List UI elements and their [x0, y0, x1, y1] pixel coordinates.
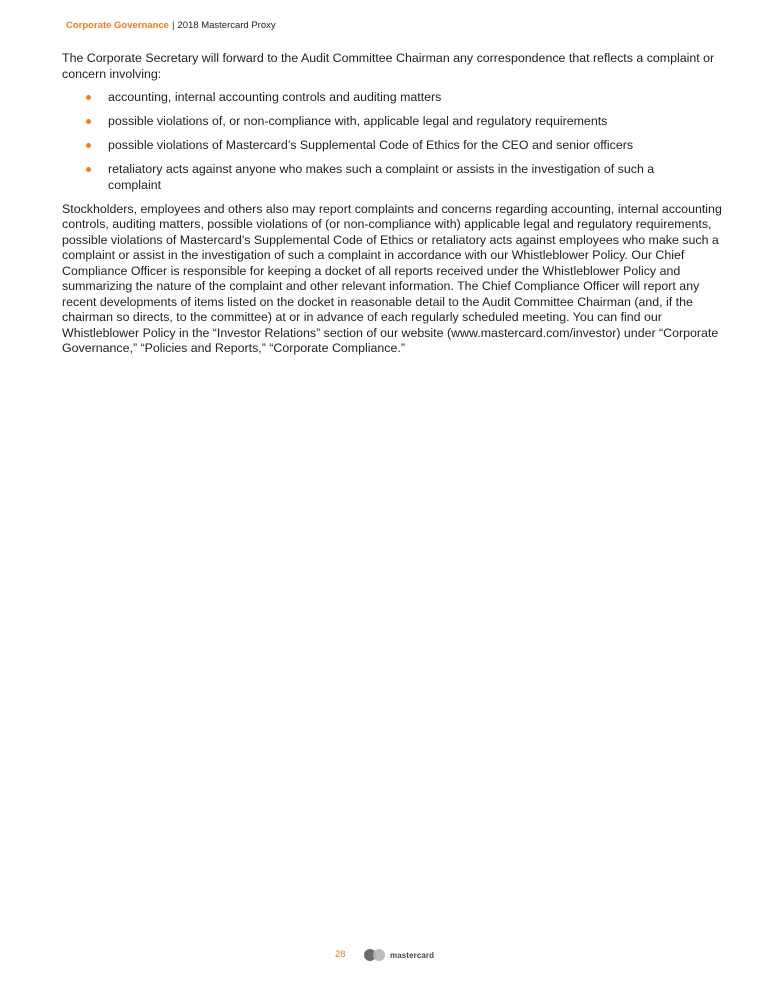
header-document-title: 2018 Mastercard Proxy [177, 20, 276, 31]
main-content [62, 51, 722, 357]
list-item-text: retaliatory acts against anyone who makes such a complaint or assists in the investigation of such a complaint [108, 162, 655, 192]
list-item [62, 138, 722, 154]
header-separator: | [171, 20, 175, 31]
concern-list [62, 90, 722, 193]
list-item-text: possible violations of, or non-compliance with, applicable legal and regulatory requirements [108, 114, 608, 128]
header-section-title: Corporate Governance [66, 20, 169, 31]
bullet-icon [86, 119, 91, 124]
mastercard-logo-icon [364, 949, 386, 961]
list-item [62, 114, 722, 130]
intro-paragraph: The Corporate Secretary will forward to the Audit Committee Chairman any correspondence that reflects a complaint or concern involving: [62, 51, 715, 81]
list-item [62, 90, 722, 106]
bullet-icon [86, 167, 91, 172]
list-item-text: possible violations of Mastercard’s Supplemental Code of Ethics for the CEO and senior officers [108, 138, 634, 152]
list-item [62, 162, 722, 193]
page-number: 28 [335, 949, 346, 960]
logo-text: mastercard [390, 950, 435, 960]
page-header [66, 20, 276, 32]
mastercard-logo [364, 948, 434, 962]
list-item-text: accounting, internal accounting controls and auditing matters [108, 90, 442, 104]
bullet-icon [86, 143, 91, 148]
page-footer [0, 948, 768, 962]
bullet-icon [86, 95, 91, 100]
whistleblower-paragraph: Stockholders, employees and others also may report complaints and concerns regarding accounting, internal accounting controls, auditing matters, possible violations of (or non-compliance with) applicable legal and regulatory requirements, possible violations of Mastercard’s Supplemental Code of Ethics or retaliatory acts against employees who make such a complaint or assist in the investigation of such a complaint in accordance with our Whistleblower Policy. Our Chief Compliance Officer is responsible for keeping a docket of all reports received under the Whistleblower Policy and summarizing the nature of the complaint and other relevant information. The Chief Compliance Officer will report any recent developments of items listed on the docket in reasonable detail to the Audit Committee Chairman (and, if the chairman so directs, to the committee) at or in advance of each regularly scheduled meeting. You can find our Whistleblower Policy in the “Investor Relations” section of our website (www.mastercard.com/investor) under “Corporate Governance,” “Policies and Reports,” “Corporate Compliance.” [62, 201, 722, 355]
